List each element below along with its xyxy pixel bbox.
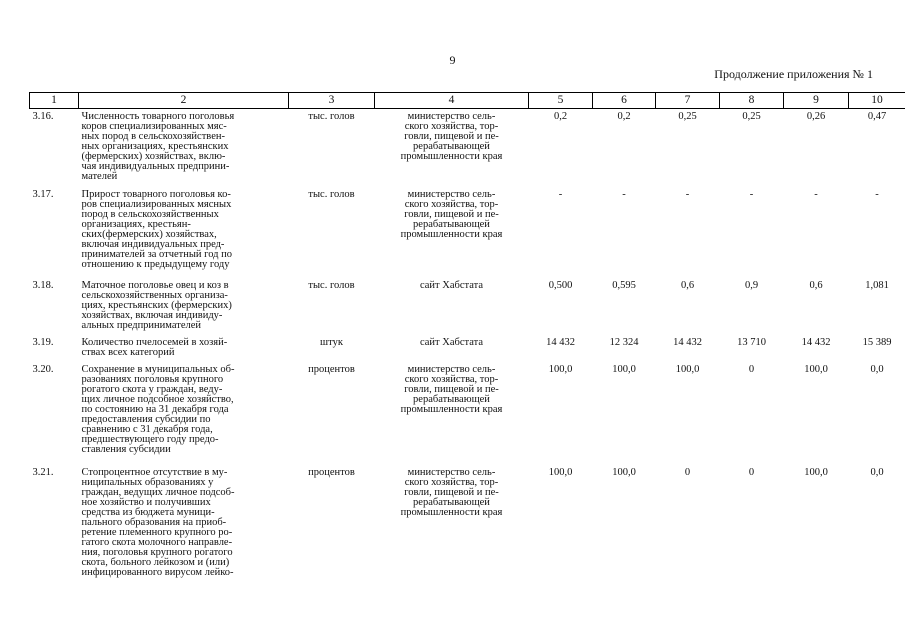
source-line: ского хозяйства, тор-: [404, 121, 499, 132]
value-cell: 0,2: [617, 111, 631, 122]
source-line: министерство сель-: [407, 188, 496, 200]
value-cell: 100,0: [548, 466, 573, 478]
source-cell: [375, 465, 529, 578]
column-header: 5: [529, 93, 593, 109]
indicator-line: Количество пчелосемей в хозяй-: [81, 336, 228, 348]
indicators-table: [29, 92, 905, 578]
indicator-line: пального образования на приоб-: [81, 516, 227, 528]
unit-cell: тыс. голов: [308, 279, 355, 291]
table-row: [30, 187, 905, 278]
value-cell: 0,9: [744, 279, 759, 291]
indicator-line: ных пород в сельскохозяйствен-: [81, 131, 225, 142]
source-line: рерабатывающей: [413, 141, 490, 152]
column-header: 1: [30, 93, 79, 109]
indicator-line: предшествующего году предо-: [81, 433, 219, 445]
indicator-line: инфицированного вирусом лейко-: [81, 566, 234, 578]
row-number: 3.16.: [32, 111, 54, 122]
value-cell: 0,25: [742, 111, 761, 122]
indicator-line: Прирост товарного поголовья ко-: [81, 188, 231, 200]
continuation-label: Продолжение приложения № 1: [714, 67, 873, 81]
page-number: 9: [449, 53, 456, 67]
value-cell: 0: [684, 466, 691, 478]
indicator-line: скота, больного лейкозом и (или): [81, 556, 230, 568]
value-cell: 100,0: [804, 363, 828, 375]
indicator-cell: [79, 278, 289, 335]
source-line: ского хозяйства, тор-: [404, 198, 499, 210]
source-line: промышленности края: [400, 403, 503, 415]
value-cell: -: [814, 188, 818, 200]
value-cell: 0,2: [553, 111, 568, 122]
table-row: [30, 465, 905, 578]
source-line: ского хозяйства, тор-: [404, 373, 499, 385]
indicator-line: сравнению с 31 декабря года,: [81, 423, 213, 435]
unit-cell: штук: [320, 336, 343, 348]
source-line: говли, пищевой и пе-: [404, 208, 499, 220]
table-row: [30, 335, 905, 362]
source-line: ского хозяйства, тор-: [404, 476, 499, 488]
source-line: министерство сель-: [407, 111, 496, 122]
indicator-cell: [79, 335, 289, 362]
value-cell: 15 389: [862, 336, 892, 348]
column-header: 4: [375, 93, 529, 109]
source-line: говли, пищевой и пе-: [404, 131, 499, 142]
value-cell: -: [622, 188, 626, 200]
table-row: [30, 362, 905, 465]
source-line: сайт Хабстата: [419, 279, 483, 291]
column-header: 2: [79, 93, 289, 109]
indicator-line: Сохранение в муниципальных об-: [81, 363, 235, 375]
value-cell: 14 432: [673, 336, 702, 348]
indicator-line: ное хозяйство и получивших: [81, 496, 211, 508]
source-line: рерабатывающей: [413, 218, 490, 230]
indicator-cell: [79, 109, 289, 187]
value-cell: 0,0: [870, 363, 884, 375]
value-cell: 100,0: [548, 363, 573, 375]
indicator-line: хозяйствах, включая индивиду-: [81, 309, 223, 321]
unit-cell: процентов: [308, 466, 355, 478]
indicator-line: по состоянию на 31 декабря года: [81, 403, 229, 415]
indicator-line: принимателей за отчетный год по: [81, 248, 232, 260]
indicator-line: рогатого скота у граждан, веду-: [81, 383, 223, 395]
indicator-line: Стопроцентное отсутствие в му-: [81, 466, 228, 478]
value-cell: 0,25: [678, 111, 697, 122]
indicator-line: организациях, крестьян-: [81, 218, 191, 230]
table-header-row: [30, 93, 905, 109]
value-cell: -: [685, 188, 690, 200]
source-cell: [375, 278, 529, 335]
indicator-line: средства из бюджета муници-: [81, 506, 215, 518]
value-cell: 14 432: [546, 336, 575, 348]
source-cell: [375, 187, 529, 278]
table-row: [30, 109, 905, 187]
row-number: 3.17.: [32, 188, 54, 200]
value-cell: 0,595: [612, 279, 636, 291]
value-cell: 12 324: [609, 336, 639, 348]
table-row: [30, 278, 905, 335]
value-cell: 0,6: [809, 279, 823, 291]
source-cell: [375, 335, 529, 362]
indicator-cell: [79, 187, 289, 278]
column-header: 6: [593, 93, 656, 109]
indicator-line: ствах всех категорий: [81, 346, 175, 358]
source-line: министерство сель-: [407, 363, 496, 375]
indicator-line: разованиях поголовья крупного: [81, 373, 224, 385]
source-line: сайт Хабстата: [419, 336, 483, 348]
unit-cell: процентов: [308, 363, 355, 375]
row-number: 3.21.: [32, 466, 54, 478]
unit-cell: тыс. голов: [308, 188, 355, 200]
source-line: рерабатывающей: [413, 496, 490, 508]
source-line: министерство сель-: [407, 466, 496, 478]
value-cell: 100,0: [612, 363, 636, 375]
indicator-line: ния, поголовья крупного рогатого: [81, 546, 233, 558]
indicator-line: ских(фермерских) хозяйствах,: [81, 228, 217, 240]
indicator-line: предоставления субсидии по: [81, 413, 211, 425]
indicator-line: Численность товарного поголовья: [81, 111, 235, 122]
indicator-line: чая индивидуальных предприни-: [81, 161, 230, 172]
indicator-line: гатого скота молочного направле-: [81, 536, 233, 548]
column-header: 7: [656, 93, 720, 109]
source-line: промышленности края: [400, 506, 503, 518]
indicator-line: ров специализированных мясных: [81, 198, 232, 210]
value-cell: 0,26: [806, 111, 826, 122]
indicator-line: пород в сельскохозяйственных: [81, 208, 219, 220]
column-header: 3: [289, 93, 375, 109]
source-cell: [375, 109, 529, 187]
value-cell: 0,500: [548, 279, 573, 291]
value-cell: 1,081: [865, 279, 889, 291]
indicator-line: Маточное поголовье овец и коз в: [81, 279, 229, 291]
value-cell: -: [558, 188, 563, 200]
indicator-line: альных предпринимателей: [81, 319, 202, 331]
indicator-line: сельскохозяйственных организа-: [81, 289, 228, 301]
indicator-line: коров специализированных мяс-: [81, 121, 227, 132]
indicator-line: циях, крестьянских (фермерских): [81, 299, 232, 311]
value-cell: 13 710: [737, 336, 766, 348]
source-line: говли, пищевой и пе-: [404, 383, 499, 395]
value-cell: 0: [748, 466, 755, 478]
value-cell: 100,0: [804, 466, 828, 478]
indicator-line: ниципальных образованиях у: [81, 476, 214, 488]
row-number: 3.20.: [32, 363, 54, 375]
indicator-line: ных организациях, крестьянских: [81, 141, 229, 152]
value-cell: 0,6: [680, 279, 695, 291]
indicator-line: граждан, ведущих личное подсоб-: [81, 486, 235, 498]
value-cell: 0,0: [870, 466, 884, 478]
unit-cell: тыс. голов: [308, 111, 355, 122]
column-header: 10: [849, 93, 905, 109]
row-number: 3.18.: [32, 279, 54, 291]
source-line: промышленности края: [400, 151, 503, 162]
indicator-line: (фермерских) хозяйствах, вклю-: [81, 151, 226, 162]
value-cell: 100,0: [675, 363, 700, 375]
source-line: говли, пищевой и пе-: [404, 486, 499, 498]
source-cell: [375, 362, 529, 465]
source-line: рерабатывающей: [413, 393, 490, 405]
value-cell: 0,47: [867, 111, 887, 122]
column-header: 8: [720, 93, 784, 109]
column-header: 9: [784, 93, 849, 109]
indicator-cell: [79, 465, 289, 578]
value-cell: 100,0: [612, 466, 636, 478]
value-cell: 14 432: [801, 336, 831, 348]
indicator-line: ретение племенного крупного ро-: [81, 526, 233, 538]
value-cell: 0: [748, 363, 755, 375]
source-line: промышленности края: [400, 228, 503, 240]
indicator-line: включая индивидуальных пред-: [81, 238, 225, 250]
indicator-line: ставления субсидии: [81, 443, 171, 455]
value-cell: -: [749, 188, 754, 200]
indicator-line: отношению к предыдущему году: [81, 258, 230, 270]
row-number: 3.19.: [32, 336, 54, 348]
indicator-cell: [79, 362, 289, 465]
value-cell: -: [875, 188, 879, 200]
indicator-line: щих личное подсобное хозяйство,: [81, 393, 234, 405]
indicator-line: мателей: [81, 171, 118, 182]
